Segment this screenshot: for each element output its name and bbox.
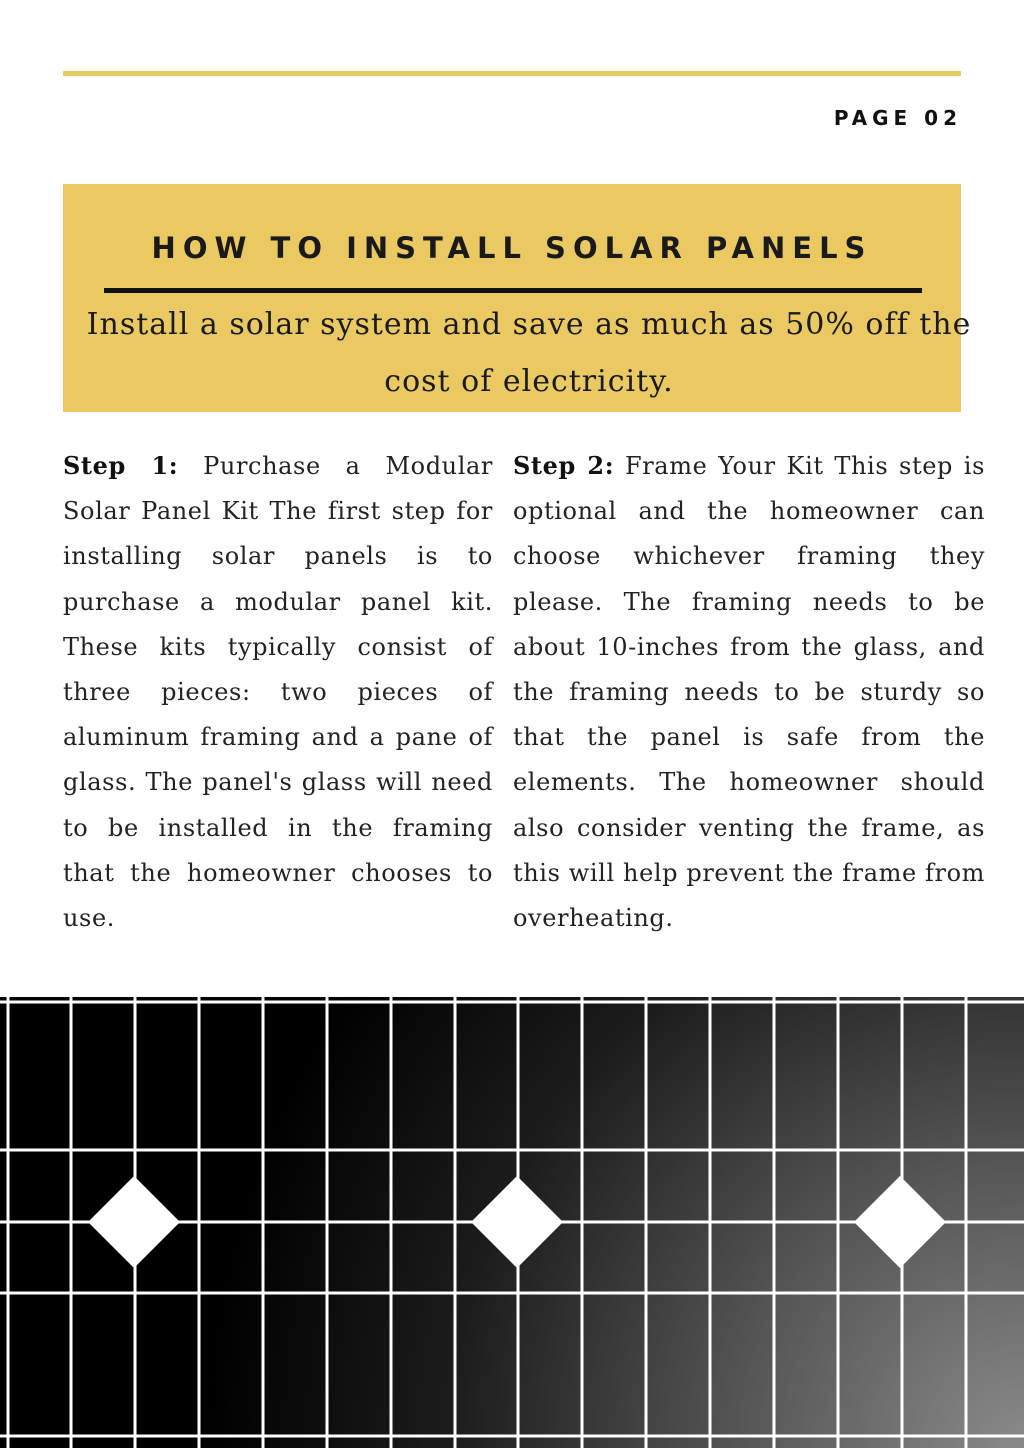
step-1-text: Purchase a Modular Solar Panel Kit The first step for installing solar panels is to purchase a modular panel kit. These kits typically consist of three pieces: two pieces of aluminum framing and a pane of glass. The panel's glass will need to be installed in the framing that the homeowner chooses to use. xyxy=(63,452,493,933)
step-1-label: Step 1: xyxy=(63,451,179,480)
top-divider xyxy=(63,71,961,76)
banner-subtitle: Install a solar system and save as much as 50% off the cost of electricity. xyxy=(86,307,972,399)
step-2-column xyxy=(513,443,985,941)
page-number: PAGE 02 xyxy=(833,106,962,130)
step-2-label: Step 2: xyxy=(513,451,615,480)
banner-title: HOW TO INSTALL SOLAR PANELS xyxy=(151,231,873,265)
step-1-column xyxy=(63,443,493,941)
step-2-text: Frame Your Kit This step is optional and the homeowner can choose whichever framing they please. The framing needs to be about 10-inches from the glass, and the framing needs to be sturdy so that the panel is safe from the elements. The homeowner should also consider venting the frame, as this will help prevent the frame from overheating. xyxy=(513,452,985,933)
solar-panel-image xyxy=(0,993,1024,1448)
banner-divider xyxy=(104,288,922,293)
